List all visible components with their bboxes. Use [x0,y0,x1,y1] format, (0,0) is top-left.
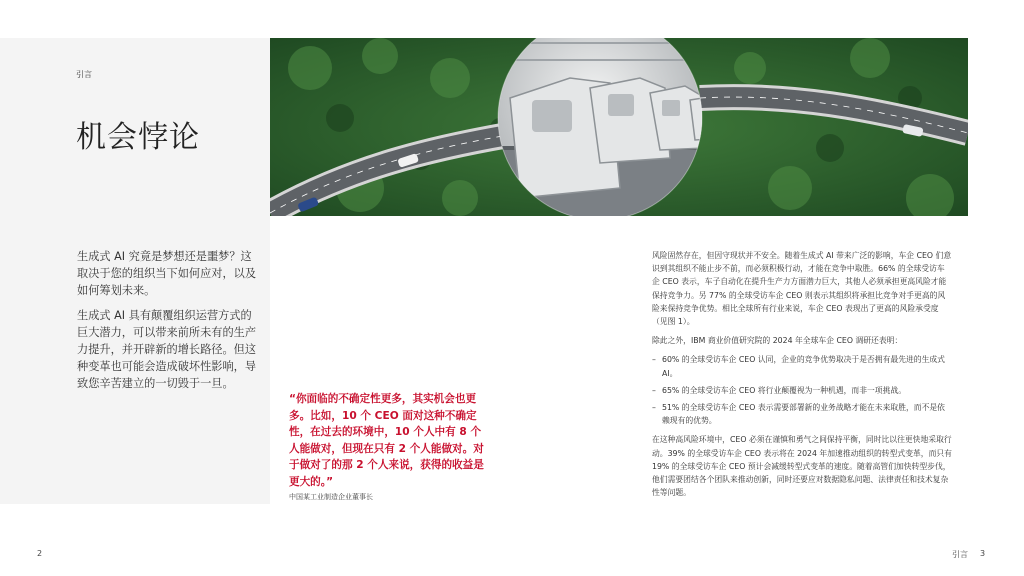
body-paragraph: 风险固然存在，但因守现状并不安全。随着生成式 AI 带来广泛的影响，车企 CEO 们意识到其组织不能止步不前，而必须积极行动，才能在竞争中取胜。66% 的全球受访车企 CEO 表示，车子自动化在提升生产力方面潜力巨大，其他人必须承担更高风险才能保持竞争力。另 77% 的全球受访车企 CEO 则表示其组织将承担比竞争对手更高的风险来保持竞争优势。相比全球所有行业来说，车企 CEO 表现出了更高的风险承受度（见图 1）。 [652,251,952,327]
intro-paragraph: 生成式 AI 具有颠覆组织运营方式的巨大潜力，可以带来前所未有的生产力提升，并开辟新的增长路径。但这种变革也可能会造成破坏性影响，导致您辛苦建立的一切毁于一旦。 [77,309,257,390]
body-paragraph: 除此之外，IBM 商业价值研究院的 2024 年全球车企 CEO 调研还表明： [652,336,903,346]
page-title: 机会悖论 [76,120,200,155]
bullet-item: – 51% 的全球受访车企 CEO 表示需要部署新的业务战略才能在未来取胜，而不是依赖现有的优势。 [652,401,952,427]
page-number-left: 2 [37,549,43,558]
bullet-list [652,353,952,427]
body-text [652,249,952,505]
quote-attribution: 中国某工业制造企业董事长 [289,493,373,501]
pull-quote: “你面临的不确定性更多，其实机会也更多。比如，10 个 CEO 面对这种不确定性，在过去的环境中，10 个人中有 8 个人能做对，但现在只有 2 个人能做对。对于做对了的那 2 个人来说，获得的收益是更大的。” [289,393,484,488]
footer-section-label: 引言 [952,550,968,559]
bullet-item: – 65% 的全球受访车企 CEO 将行业颠覆视为一种机遇，而非一项挑战。 [652,384,952,397]
intro-text [77,248,261,400]
car-factory-forest-photo [270,38,968,216]
hero-image [270,38,968,216]
bullet-item: – 60% 的全球受访车企 CEO 认同，企业的竞争优势取决于是否拥有最先进的生成式 AI。 [652,353,952,379]
section-label: 引言 [76,70,92,79]
page-number-right: 3 [980,549,986,558]
intro-paragraph: 生成式 AI 究竟是梦想还是噩梦？这取决于您的组织当下如何应对，以及如何筹划未来。 [77,250,257,297]
body-paragraph: 在这种高风险环境中，CEO 必须在谨慎和勇气之间保持平衡，同时比以往更快地采取行动。39% 的全球受访车企 CEO 表示将在 2024 年加速推动组织的转型式变革，而只有 19% 的全球受访车企 CEO 预计会减缓转型式变革的速度。随着高管们加快转型步伐，他们需要团结各个团队来推动创新，同时还要应对数据隐私问题、法律责任和技术复杂性等问题。 [652,435,952,498]
